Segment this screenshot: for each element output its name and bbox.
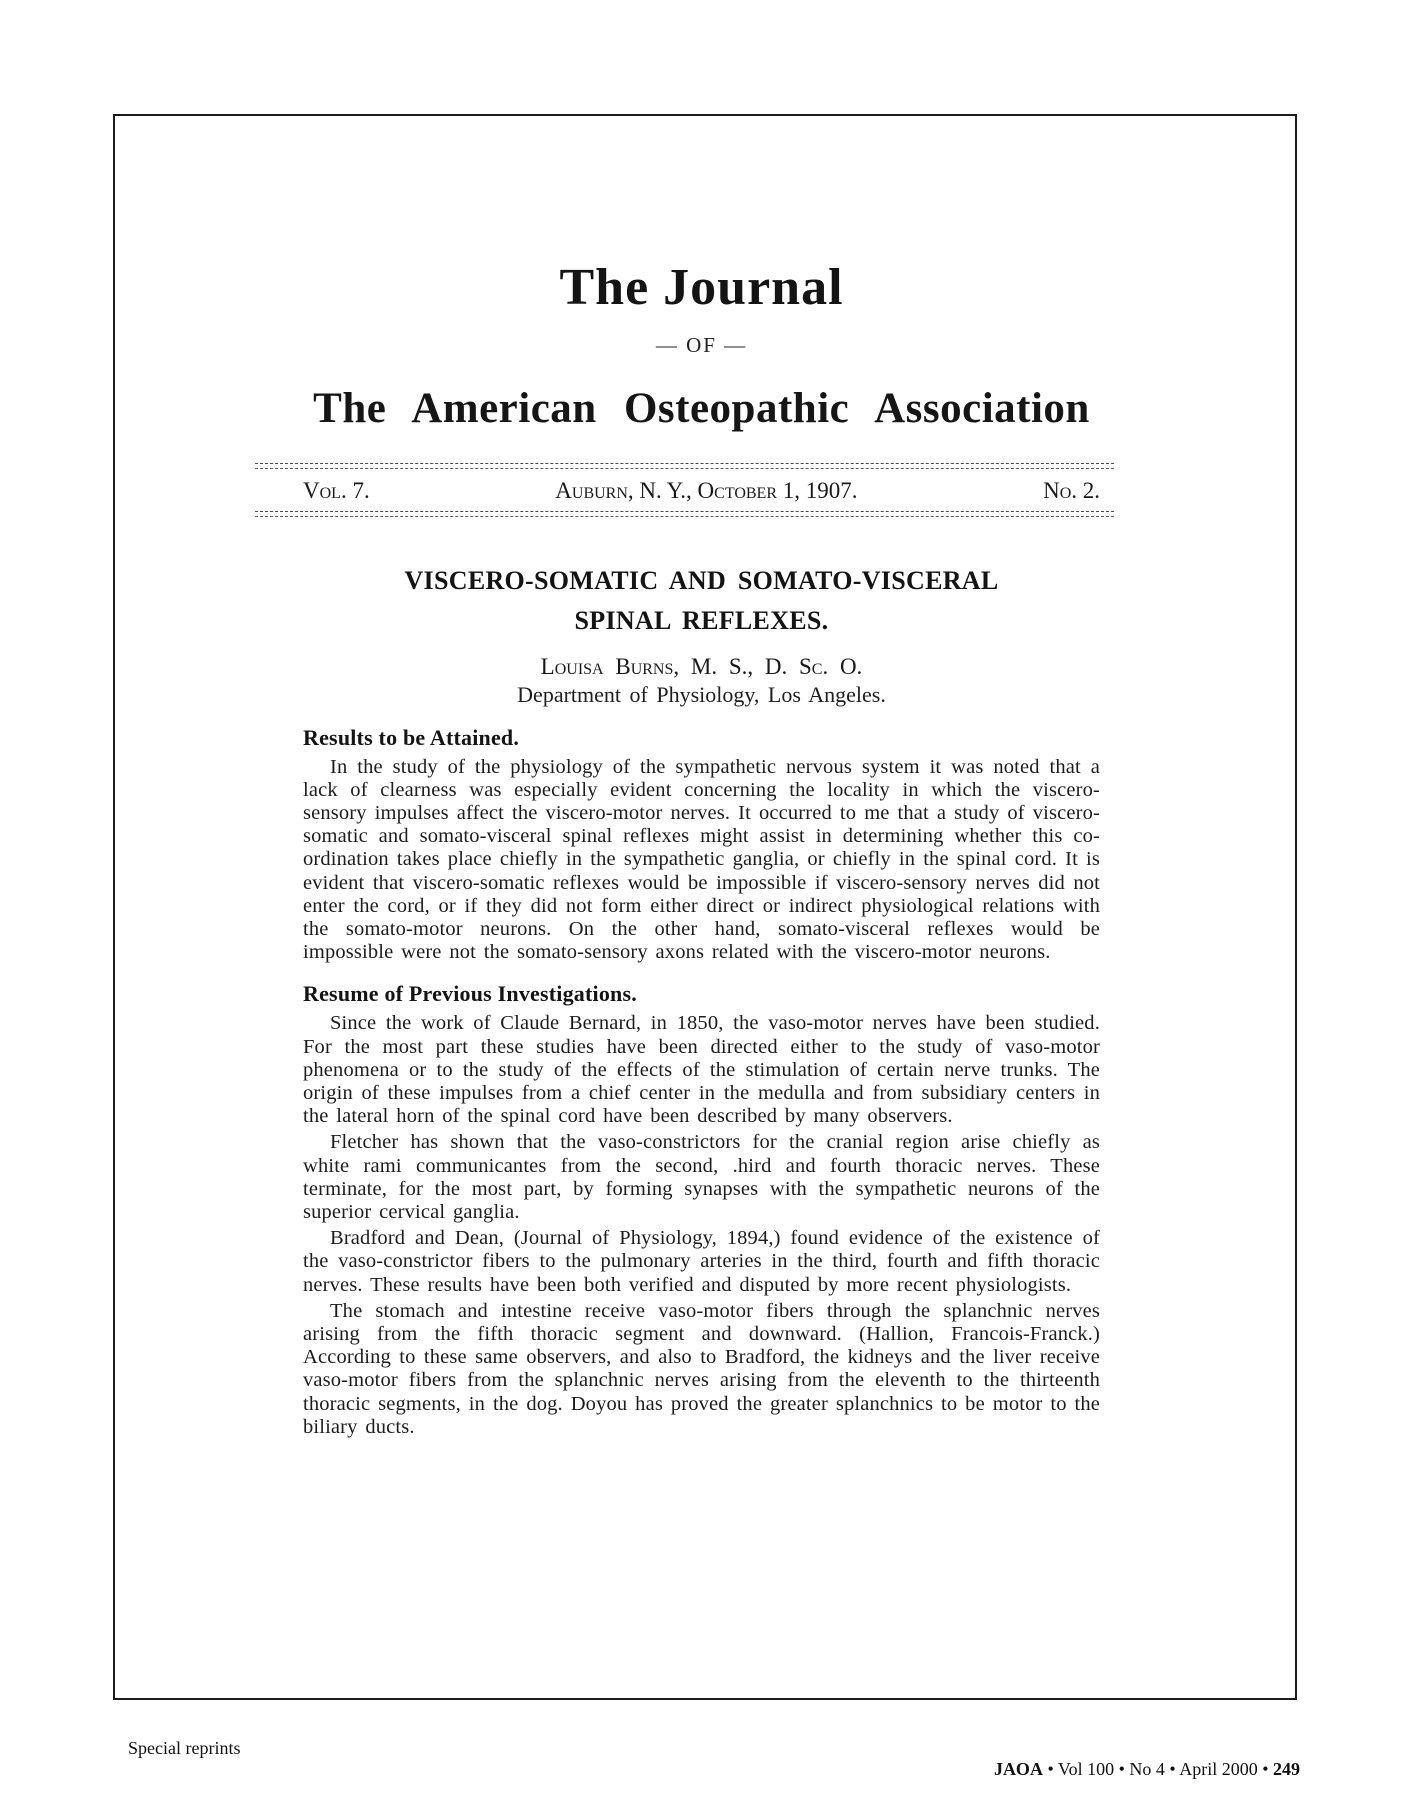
association-title: The American Osteopathic Association — [313, 385, 1090, 432]
article-title — [303, 561, 1100, 642]
paragraph-resume-1: Since the work of Claude Bernard, in 1850, the vaso-motor nerves have been studied. For the most part these studies have been directed either to the study of vaso-motor phenomena or to the study of the effects of the stimulation of certain nerve trunks. The origin of these impulses from a chief center in the medulla and from subsidiary centers in the lateral horn of the spinal cord have been described by many observers. — [303, 1012, 1100, 1128]
issue-number-label: No. 2. — [1043, 478, 1100, 503]
paragraph-results-1: In the study of the physiology of the sympathetic nervous system it was noted that a lack of clearness was especially evident concerning the locality in which the viscero-sensory impulses affect the viscero-motor nerves. It occurred to me that a study of viscero-somatic and somato-visceral spinal reflexes might assist in determining whether this co-ordination takes place chiefly in the sympathetic ganglia, or chiefly in the spinal cord. It is evident that viscero-somatic reflexes would be impossible if viscero-sensory nerves did not enter the cord, or if they did not form either direct or indirect physiological relations with the somato-motor neurons. On the other hand, somato-visceral reflexes would be impossible were not the somato-sensory axons related with the viscero-motor neurons. — [303, 755, 1100, 964]
footer-page-number: 249 — [1273, 1759, 1300, 1779]
masthead-rule-top — [255, 463, 1114, 469]
paragraph-resume-3: Bradford and Dean, (Journal of Physiology, 1894,) found evidence of the existence of the vaso-constrictor fibers to the pulmonary arteries in the third, fourth and fifth thoracic nerves. These results have been both verified and disputed by more recent physiologists. — [303, 1227, 1100, 1296]
paragraph-resume-4: The stomach and intestine receive vaso-motor fibers through the splanchnic nerves arising from the fifth thoracic segment and downward. (Hallion, Francois-Franck.) According to these same observers, and also to Bradford, the kidneys and the liver receive vaso-motor fibers from the splanchnic nerves arising from the eleventh to the thirteenth thoracic segments, in the dog. Doyou has proved the greater splanchnics to be motor to the biliary ducts. — [303, 1299, 1100, 1438]
paragraph-resume-2: Fletcher has shown that the vaso-constrictors for the cranial region arise chiefly as white rami communicantes from the second, .hird and fourth thoracic nerves. These terminate, for the most part, by forming synapses with the sympathetic neurons of the superior cervical ganglia. — [303, 1131, 1100, 1224]
issue-date: Auburn, N. Y., October 1, 1907. — [555, 478, 858, 503]
volume-line — [303, 478, 1100, 504]
page-content — [303, 0, 1100, 1439]
masthead-rule-bottom — [255, 511, 1114, 517]
of-separator: — OF — — [655, 333, 748, 357]
author-affiliation: Department of Physiology, Los Angeles. — [517, 681, 886, 707]
volume-label: Vol. 7. — [303, 478, 370, 503]
author-byline: Louisa Burns, M. S., D. Sc. O. — [540, 653, 863, 679]
footer-reprint-label: Special reprints — [128, 1738, 241, 1758]
section-heading-results: Results to be Attained. — [303, 724, 520, 750]
article-title-line2: SPINAL REFLEXES. — [574, 606, 829, 636]
journal-title: The Journal — [559, 259, 844, 316]
footer-citation-middle: • Vol 100 • No 4 • April 2000 • — [1042, 1759, 1273, 1779]
footer-citation — [976, 1738, 1300, 1801]
article-title-line1: VISCERO-SOMATIC AND SOMATO-VISCERAL — [404, 566, 999, 595]
footer-journal-abbrev: JAOA — [993, 1759, 1043, 1779]
section-heading-resume: Resume of Previous Investigations. — [303, 981, 637, 1007]
